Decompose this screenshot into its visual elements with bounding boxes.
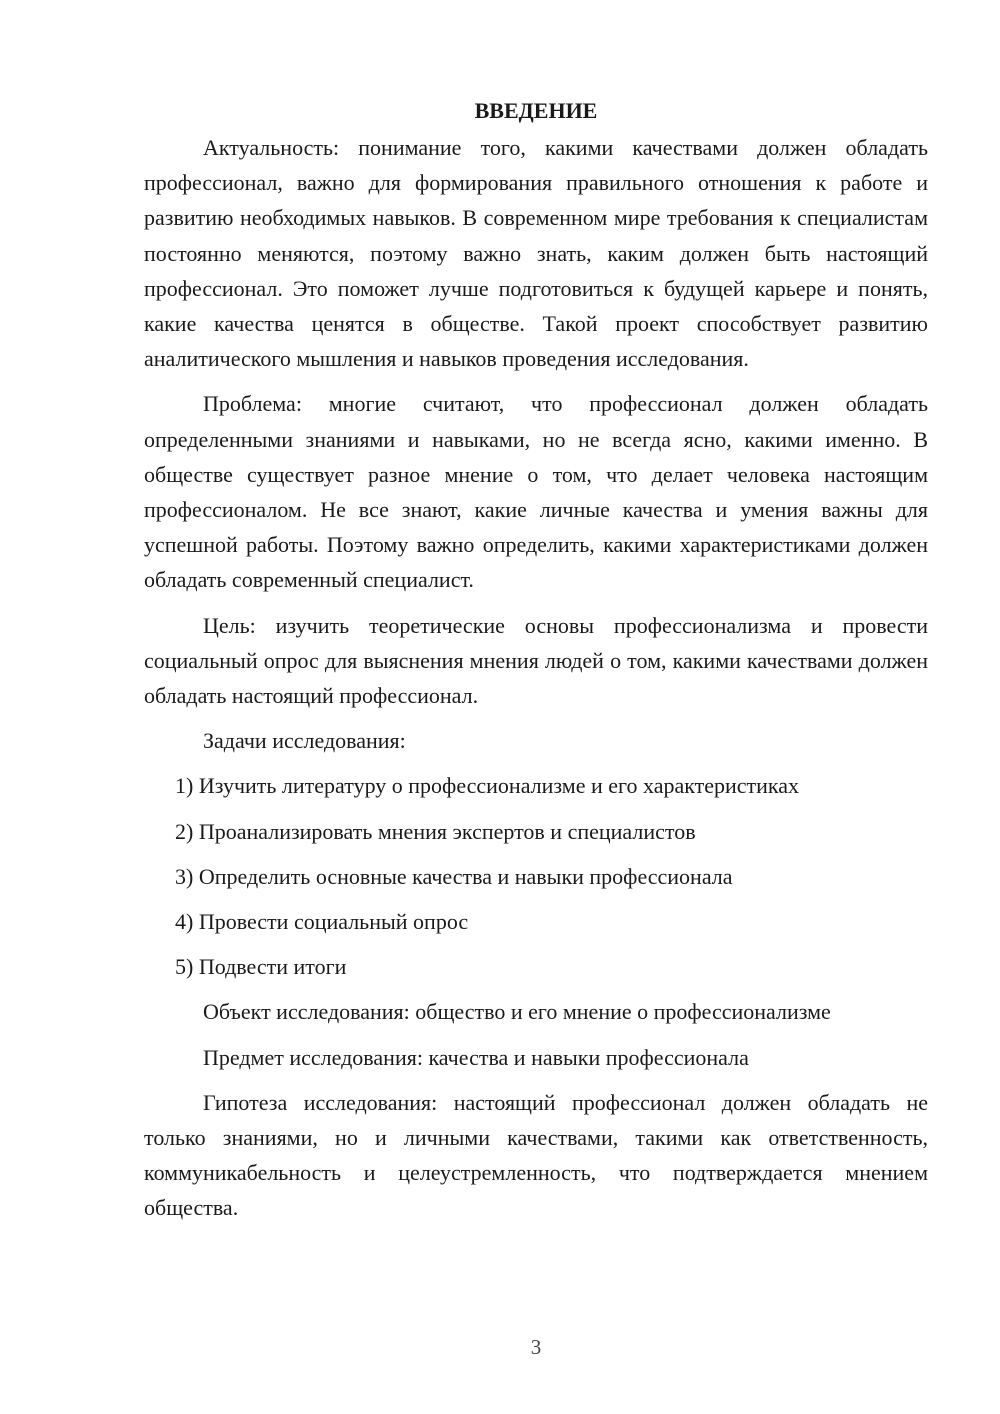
relevance-paragraph: Актуальность: понимание того, какими качествами должен обладать профессионал, важно для формирования правильного отношения к работе и развитию необходимых навыков. В современном мире требования к специалистам постоянно меняются, поэтому важно знать, каким должен быть настоящий профессионал. Это поможет лучше подготовиться к будущей карьере и понять, какие качества ценятся в обществе. Такой проект способствует развитию аналитического мышления и навыков проведения исследования. xyxy=(144,135,928,372)
hypothesis-paragraph: Гипотеза исследования: настоящий профессионал должен обладать не только знаниями, но и личными качествами, такими как ответственность, коммуникабельность и целеустремленность, что подтверждается мнением общества. xyxy=(144,1089,928,1221)
list-item: 3) Определить основные качества и навыки профессионала xyxy=(175,863,733,889)
problem-paragraph: Проблема: многие считают, что профессионал должен обладать определенными знаниями и навыками, но не всегда ясно, какими именно. В обществе существует разное мнение о том, что делает человека настоящим профессионалом. Не все знают, какие личные качества и умения важны для успешной работы. Поэтому важно определить, какими характеристиками должен обладать современный специалист. xyxy=(144,391,928,593)
document-body xyxy=(144,93,928,1236)
tasks-list xyxy=(144,768,928,984)
object-paragraph: Объект исследования: общество и его мнение о профессионализме xyxy=(203,999,831,1025)
list-item: 5) Подвести итоги xyxy=(175,954,347,980)
page-title: ВВЕДЕНИЕ xyxy=(474,98,598,123)
list-item: 1) Изучить литературу о профессионализме и его характеристиках xyxy=(175,773,800,799)
subject-paragraph: Предмет исследования: качества и навыки профессионала xyxy=(203,1044,749,1070)
page-number: 3 xyxy=(530,1335,542,1359)
list-item: 2) Проанализировать мнения экспертов и специалистов xyxy=(175,818,696,844)
list-item: 4) Провести социальный опрос xyxy=(175,909,469,935)
goal-paragraph: Цель: изучить теоретические основы профессионализма и провести социальный опрос для выяснения мнения людей о том, какими качествами должен обладать настоящий профессионал. xyxy=(144,612,928,709)
tasks-heading: Задачи исследования: xyxy=(203,728,406,754)
